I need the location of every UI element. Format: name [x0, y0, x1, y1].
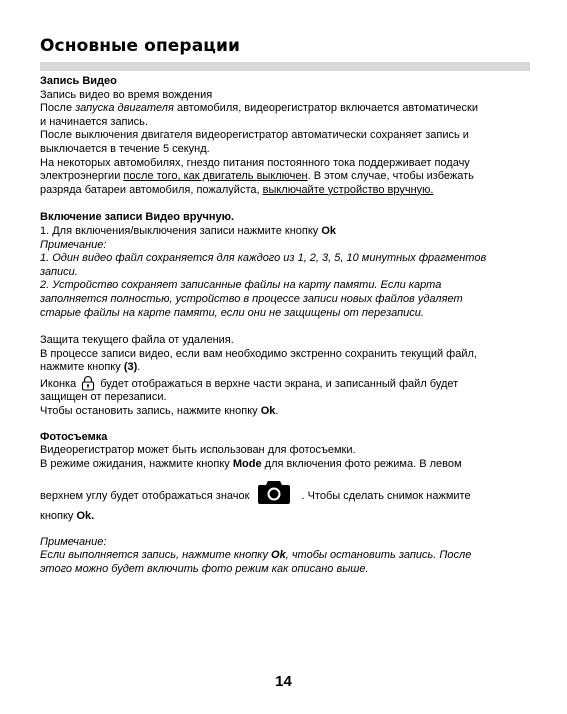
note-line: этого можно будет включить фото режим как описано выше. [40, 562, 369, 575]
text-line: электроэнергии после того, как двигатель выключен. В этом случае, чтобы избежать [40, 170, 474, 183]
text-line: После запуска двигателя автомобиля, видеорегистратор включается автоматически [40, 102, 478, 115]
manual-page [40, 36, 530, 576]
lock-icon [80, 375, 96, 391]
text-line: Запись видео во время вождения [40, 88, 213, 101]
text-line: защищен от перезаписи. [40, 391, 167, 404]
note-label: Примечание: [40, 535, 107, 548]
camera-icon [257, 479, 291, 510]
text-line: нажмите кнопку (3). [40, 361, 141, 374]
page-title: Основные операции [40, 36, 240, 56]
text-line: В процессе записи видео, если вам необходимо экстренно сохранить текущий файл, [40, 347, 477, 360]
note-line: 1. Один видео файл сохраняется для каждого из 1, 2, 3, 5, 10 минутных фрагментов [40, 252, 487, 265]
text-line: верхнем углу будет отображаться значок . Чтобы сделать снимок нажмите [40, 479, 530, 510]
text-line: 1. Для включения/выключения записи нажмите кнопку Ok [40, 224, 337, 237]
section-heading-manual: Включение записи Видео вручную. [40, 211, 235, 224]
note-line: заполняется полностью, устройство в процессе записи новых файлов удаляет [40, 292, 463, 305]
text-line: кнопку Ok. [40, 510, 95, 523]
text-line: разряда батареи автомобиля, пожалуйста, выключайте устройство вручную. [40, 183, 434, 196]
text-line: Чтобы остановить запись, нажмите кнопку Ok. [40, 405, 279, 418]
note-line: Если выполняется запись, нажмите кнопку Ok, чтобы остановить запись. После [40, 549, 472, 562]
text-line: Видеорегистратор может быть использован для фотосъемки. [40, 444, 356, 457]
page-number: 14 [275, 673, 292, 690]
section-heading-photo: Фотосъемка [40, 430, 108, 443]
title-divider [40, 62, 530, 71]
text-line: В режиме ожидания, нажмите кнопку Mode для включения фото режима. В левом [40, 457, 462, 470]
text-line: выключается в течение 5 секунд. [40, 142, 210, 155]
text-line: Иконка будет отображаться в верхне части экрана, и записанный файл будет [40, 375, 530, 392]
text-line: Защита текущего файла от удаления. [40, 334, 234, 347]
text-line: После выключения двигателя видеорегистратор автоматически сохраняет запись и [40, 129, 469, 142]
text-line: и начинается запись. [40, 115, 148, 128]
section-heading-recording: Запись Видео [40, 75, 117, 87]
text-line: На некоторых автомобилях, гнездо питания постоянного тока поддерживает подачу [40, 156, 470, 169]
note-line: записи. [40, 265, 78, 278]
note-line: старые файлы на карте памяти, если они не защищены от перезаписи. [40, 306, 424, 319]
note-line: 2. Устройство сохраняет записанные файлы на карту памяти. Если карта [40, 279, 442, 292]
note-label: Примечание: [40, 238, 107, 251]
